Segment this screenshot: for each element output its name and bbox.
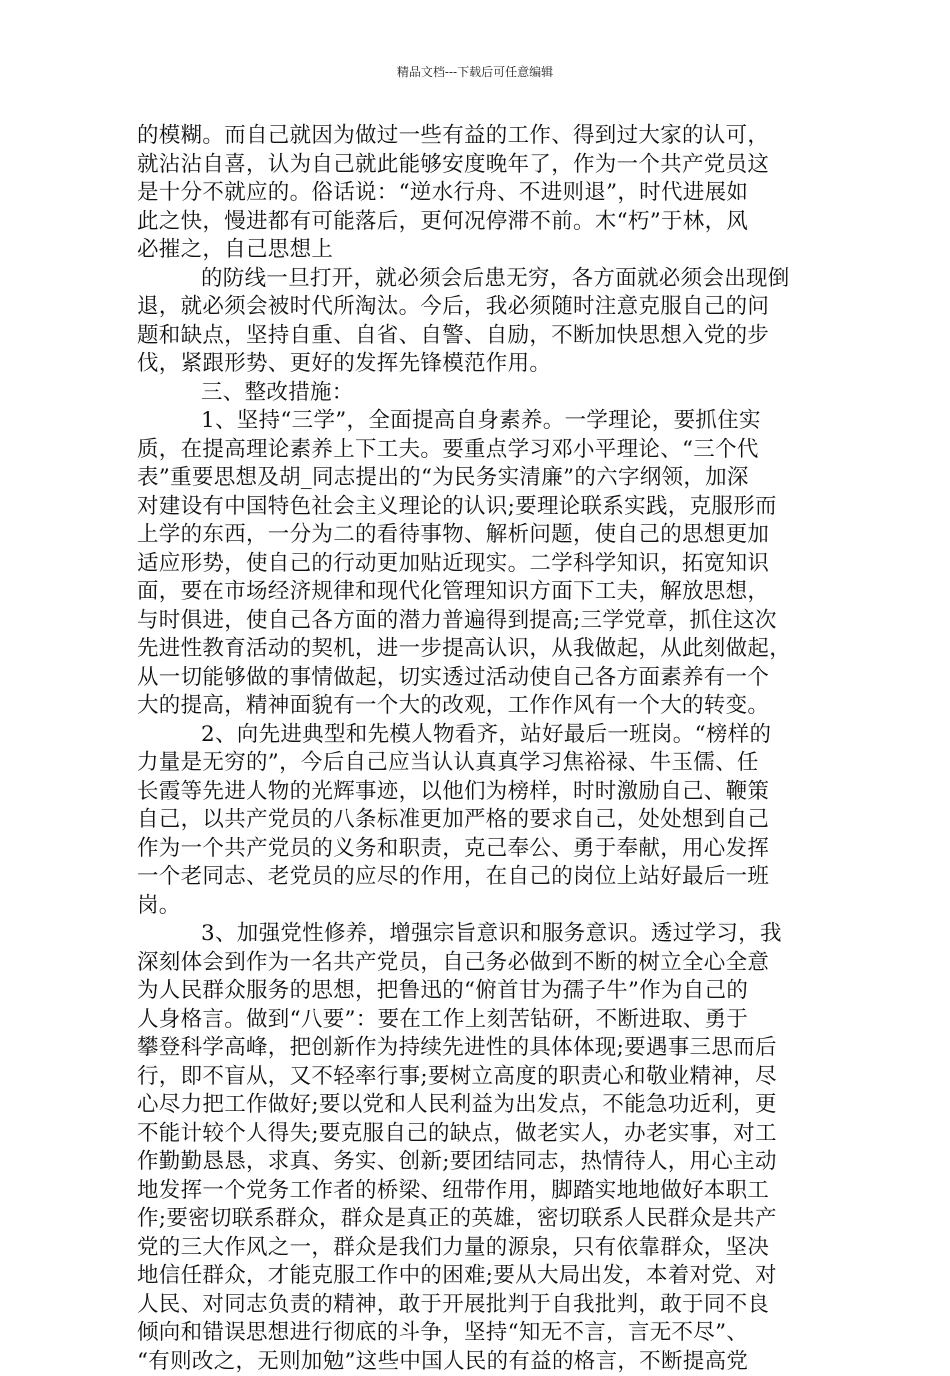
text-line: 必摧之，自己思想上: [137, 236, 817, 265]
text-line: 3、加强党性修养，增强宗旨意识和服务意识。透过学习，我: [137, 920, 817, 949]
text-line: “有则改之，无则加勉”这些中国人民的有益的格言，不断提高党: [137, 1348, 817, 1376]
text-line: 为人民群众服务的思想，把鲁迅的“俯首甘为孺子牛”作为自己的: [137, 977, 817, 1006]
text-line: 长霞等先进人物的光辉事迹，以他们为榜样，时时激励自己、鞭策: [137, 778, 817, 807]
text-line: 人身格言。做到“八要”：要在工作上刻苦钻研，不断进取、勇于: [137, 1006, 817, 1035]
text-line: 心尽力把工作做好;要以党和人民利益为出发点，不能急功近利，更: [137, 1091, 817, 1120]
text-line: 先进性教育活动的契机，进一步提高认识，从我做起，从此刻做起，: [137, 635, 817, 664]
text-line: 地信任群众，才能克服工作中的困难;要从大局出发，本着对党、对: [137, 1262, 817, 1291]
text-line: 力量是无穷的”，今后自己应当认认真真学习焦裕禄、牛玉儒、任: [137, 749, 817, 778]
text-line: 一个老同志、老党员的应尽的作用，在自己的岗位上站好最后一班: [137, 863, 817, 892]
section-heading: 三、整改措施：: [137, 379, 817, 408]
text-line: 深刻体会到作为一名共产党员，自己务必做到不断的树立全心全意: [137, 949, 817, 978]
text-line: 面，要在市场经济规律和现代化管理知识方面下工夫，解放思想，: [137, 578, 817, 607]
text-line: 作为一个共产党员的义务和职责，克己奉公、勇于奉献，用心发挥: [137, 835, 817, 864]
text-line: 对建设有中国特色社会主义理论的认识;要理论联系实践，克服形而: [137, 493, 817, 522]
text-line: 退，就必须会被时代所淘汰。今后，我必须随时注意克服自己的问: [137, 293, 817, 322]
text-line: 倾向和错误思想进行彻底的斗争，坚持“知无不言，言无不尽”、: [137, 1319, 817, 1348]
text-line: 1、坚持“三学”，全面提高自身素养。一学理论，要抓住实: [137, 407, 817, 436]
text-line: 题和缺点，坚持自重、自省、自警、自励，不断加快思想入党的步: [137, 322, 817, 351]
text-line: 2、向先进典型和先模人物看齐，站好最后一班岗。“榜样的: [137, 721, 817, 750]
text-line: 不能计较个人得失;要克服自己的缺点，做老实人，办老实事，对工: [137, 1120, 817, 1149]
document-body: [137, 122, 817, 1376]
text-line: 适应形势，使自己的行动更加贴近现实。二学科学知识，拓宽知识: [137, 550, 817, 579]
text-line: 是十分不就应的。俗话说：“逆水行舟、不进则退”，时代进展如: [137, 179, 817, 208]
text-line: 上学的东西，一分为二的看待事物、解析问题，使自己的思想更加: [137, 521, 817, 550]
text-line: 行，即不盲从，又不轻率行事;要树立高度的职责心和敬业精神，尽: [137, 1063, 817, 1092]
text-line: 岗。: [137, 892, 817, 921]
text-line: 地发挥一个党务工作者的桥梁、纽带作用，脚踏实地地做好本职工: [137, 1177, 817, 1206]
text-line: 与时俱进，使自己各方面的潜力普遍得到提高;三学党章，抓住这次: [137, 607, 817, 636]
text-line: 的防线一旦打开，就必须会后患无穷，各方面就必须会出现倒: [137, 265, 817, 294]
text-line: 表”重要思想及胡_同志提出的“为民务实清廉”的六字纲领，加深: [137, 464, 817, 493]
text-line: 作勤勤恳恳，求真、务实、创新;要团结同志，热情待人，用心主动: [137, 1148, 817, 1177]
text-line: 自己，以共产党员的八条标准更加严格的要求自己，处处想到自己: [137, 806, 817, 835]
text-line: 大的提高，精神面貌有一个大的改观，工作作风有一个大的转变。: [137, 692, 817, 721]
text-line: 质，在提高理论素养上下工夫。要重点学习邓小平理论、“三个代: [137, 436, 817, 465]
text-line: 此之快，慢进都有可能落后，更何况停滞不前。木“朽”于林，风: [137, 208, 817, 237]
text-line: 攀登科学高峰，把创新作为持续先进性的具体体现;要遇事三思而后: [137, 1034, 817, 1063]
text-line: 从一切能够做的事情做起，切实透过活动使自己各方面素养有一个: [137, 664, 817, 693]
text-line: 的模糊。而自己就因为做过一些有益的工作、得到过大家的认可，: [137, 122, 817, 151]
text-line: 人民、对同志负责的精神，敢于开展批判于自我批判，敢于同不良: [137, 1291, 817, 1320]
text-line: 作;要密切联系群众，群众是真正的英雄，密切联系人民群众是共产: [137, 1205, 817, 1234]
text-line: 伐，紧跟形势、更好的发挥先锋模范作用。: [137, 350, 817, 379]
page-header: 精品文档---下载后可任意编辑: [0, 64, 950, 80]
text-line: 党的三大作风之一，群众是我们力量的源泉，只有依靠群众，坚决: [137, 1234, 817, 1263]
text-line: 就沾沾自喜，认为自己就此能够安度晚年了，作为一个共产党员这: [137, 151, 817, 180]
